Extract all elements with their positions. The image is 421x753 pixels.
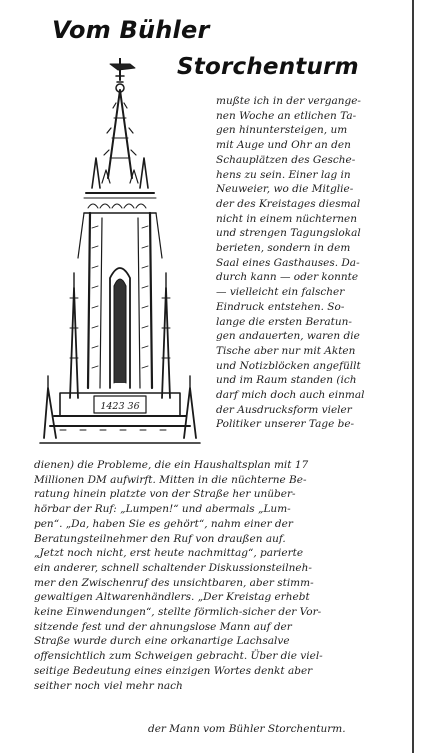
- body-line: seither noch viel mehr nach: [34, 679, 183, 692]
- body-line: keine Einwendungen“, stellte förmlich-sicher der Vor-: [34, 606, 322, 619]
- column-line: und Notizblöcken angefüllt: [216, 359, 361, 372]
- column-line: Schauplätzen des Gesche-: [216, 153, 356, 166]
- body-line: ein anderer, schnell schaltender Diskussionsteilneh-: [34, 561, 312, 574]
- body-line: pen“. „Da, haben Sie es gehört“, nahm einer der: [34, 517, 293, 530]
- body-line: sitzende fest und der ahnungslose Mann auf der: [34, 620, 292, 633]
- body-line: ratung hinein platzte von der Straße her unüber-: [34, 488, 296, 501]
- column-line: Eindruck entstehen. So-: [216, 300, 345, 313]
- column-line: gen andauerten, waren die: [216, 330, 360, 343]
- article-body-text: [34, 458, 410, 693]
- column-rule: [412, 0, 414, 753]
- storchenturm-illustration: [30, 58, 208, 458]
- body-line: Beratungsteilnehmer den Ruf von draußen auf.: [34, 532, 286, 545]
- body-line: seitige Bedeutung eines einzigen Wortes denkt aber: [34, 664, 313, 677]
- column-line: Saal eines Gasthauses. Da-: [216, 256, 360, 269]
- column-line: lange die ersten Beratun-: [216, 315, 352, 328]
- headline-line-2: Storchenturm: [177, 54, 359, 80]
- body-line: gewaltigen Altwarenhändlers. „Der Kreistag erhebt: [34, 591, 310, 604]
- column-line: der Ausdrucksform vieler: [216, 403, 352, 416]
- headline-line-1: Vom Bühler: [52, 16, 210, 44]
- column-line: gen hinuntersteigen, um: [216, 124, 348, 137]
- column-line: — vielleicht ein falscher: [216, 286, 345, 299]
- body-line: Straße wurde durch eine orkanartige Lachsalve: [34, 635, 290, 648]
- column-line: berieten, sondern in dem: [216, 242, 351, 255]
- article-column-text: [216, 94, 406, 432]
- column-line: hens zu sein. Einer lag in: [216, 168, 351, 181]
- body-line: offensichtlich zum Schweigen gebracht. Über die viel-: [34, 650, 323, 663]
- column-line: und im Raum standen (ich: [216, 374, 357, 387]
- column-line: nicht in einem nüchternen: [216, 212, 357, 225]
- article-signature: der Mann vom Bühler Storchenturm.: [148, 723, 346, 735]
- body-line: Millionen DM aufwirft. Mitten in die nüchterne Be-: [34, 473, 307, 486]
- tower-clock-text: 1423 36: [100, 401, 140, 412]
- body-line: mer den Zwischenruf des unsichtbaren, aber stimm-: [34, 576, 314, 589]
- column-line: durch kann — oder konnte: [216, 271, 359, 284]
- column-line: darf mich doch auch einmal: [216, 389, 365, 402]
- column-line: der des Kreistages diesmal: [216, 197, 361, 210]
- column-line: Neuweier, wo die Mitglie-: [216, 183, 354, 196]
- column-line: nen Woche an etlichen Ta-: [216, 109, 357, 122]
- column-line: und strengen Tagungslokal: [216, 227, 361, 240]
- body-line: hörbar der Ruf: „Lumpen!“ und abermals „Lum-: [34, 503, 291, 516]
- body-line: „Jetzt noch nicht, erst heute nachmittag“, parierte: [34, 547, 304, 560]
- column-line: Politiker unserer Tage be-: [216, 418, 355, 431]
- body-line: dienen) die Probleme, die ein Haushaltsplan mit 17: [34, 459, 309, 471]
- column-line: mit Auge und Ohr an den: [216, 139, 351, 152]
- column-line: mußte ich in der vergange-: [216, 95, 361, 107]
- column-line: Tische aber nur mit Akten: [216, 344, 356, 357]
